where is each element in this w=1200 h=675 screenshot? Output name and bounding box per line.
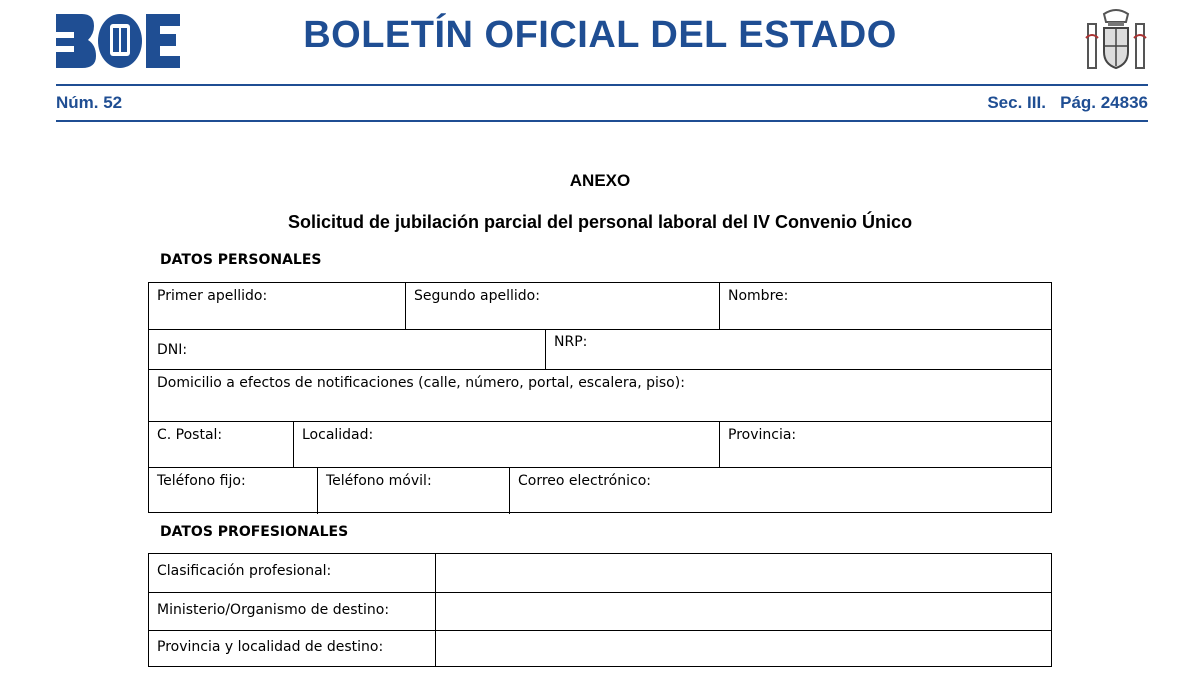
- first-surname-field[interactable]: Primer apellido:: [157, 288, 268, 304]
- dni-field[interactable]: DNI:: [157, 342, 188, 358]
- table-row: [149, 467, 1051, 513]
- header-rule-bottom: [56, 120, 1148, 122]
- table-row: [149, 554, 1051, 592]
- locality-field[interactable]: Localidad:: [293, 422, 719, 468]
- destination-field[interactable]: [435, 631, 1051, 667]
- table-row: [149, 592, 1051, 630]
- classification-label: Clasificación profesional:: [157, 563, 332, 579]
- masthead-title: BOLETÍN OFICIAL DEL ESTADO: [303, 14, 897, 56]
- table-row: [149, 369, 1051, 421]
- landline-field[interactable]: Teléfono fijo:: [157, 473, 246, 489]
- mobile-field[interactable]: Teléfono móvil:: [317, 468, 509, 514]
- table-row: [149, 630, 1051, 666]
- personal-data-table: [148, 282, 1052, 513]
- professional-data-heading: DATOS PROFESIONALES: [160, 524, 349, 540]
- header-rule-top: [56, 84, 1148, 86]
- classification-field[interactable]: [435, 554, 1051, 592]
- boe-logo: [56, 12, 180, 70]
- section-page: Sec. III. Pág. 24836: [987, 93, 1148, 112]
- nrp-field[interactable]: NRP:: [545, 330, 1051, 370]
- table-row: [149, 283, 1051, 329]
- form-title: Solicitud de jubilación parcial del personal laboral del IV Convenio Único: [287, 212, 913, 232]
- destination-label: Provincia y localidad de destino:: [157, 639, 384, 655]
- personal-data-heading: DATOS PERSONALES: [160, 252, 322, 268]
- postal-code-field[interactable]: C. Postal:: [157, 427, 223, 443]
- address-field[interactable]: Domicilio a efectos de notificaciones (calle, número, portal, escalera, piso):: [157, 375, 685, 391]
- email-field[interactable]: Correo electrónico:: [509, 468, 1051, 514]
- spain-coat-of-arms-icon: [1082, 8, 1150, 76]
- ministry-label: Ministerio/Organismo de destino:: [157, 602, 390, 618]
- table-row: [149, 421, 1051, 467]
- province-field[interactable]: Provincia:: [719, 422, 1051, 468]
- professional-data-table: [148, 553, 1052, 667]
- annex-heading: ANEXO: [569, 171, 631, 190]
- name-field[interactable]: Nombre:: [719, 283, 1051, 329]
- issue-number: Núm. 52: [56, 93, 123, 112]
- ministry-field[interactable]: [435, 593, 1051, 631]
- table-row: [149, 329, 1051, 369]
- second-surname-field[interactable]: Segundo apellido:: [405, 283, 719, 329]
- svg-text:BOE: BOE: [56, 12, 59, 13]
